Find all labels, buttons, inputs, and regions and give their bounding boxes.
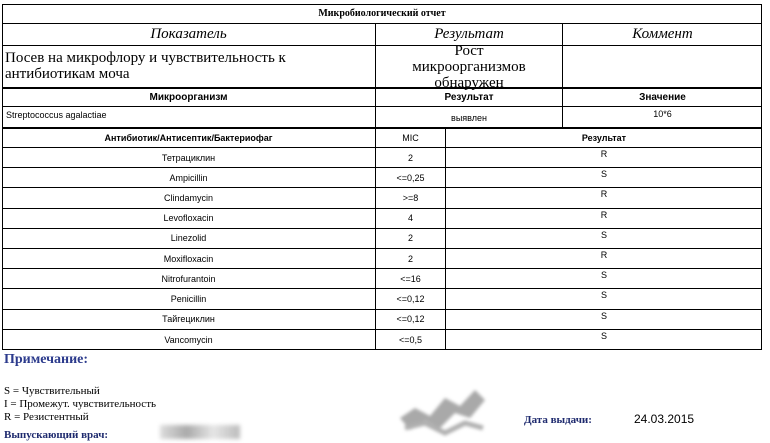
antibiotic-mic: 2 [376,148,446,168]
antibiotic-name: Clindamycin [2,188,376,208]
doctor-label: Выпускающий врач: [4,429,109,441]
antibiotic-mic: >=8 [376,188,446,208]
antibiotic-name: Moxifloxacin [2,249,376,269]
header-comment: Коммент [563,24,762,46]
mic-header: MIC [376,128,446,148]
antibiotic-mic: <=0,12 [376,289,446,309]
redacted-stamp [395,378,490,438]
antibiotic-name: Levofloxacin [2,209,376,229]
note-title: Примечание: [4,352,89,367]
test-name: Посев на микрофлору и чувствительность к антибиотикам моча [2,46,376,88]
antibiotic-name: Тайгециклин [2,310,376,330]
organism-value: 10*6 [653,109,672,119]
legend-s: S = Чувствительный [4,385,100,397]
antibiotic-result: R [446,209,762,229]
antibiotic-result: S [446,289,762,309]
header-indicator: Показатель [2,24,376,46]
antibiotic-header: Антибиотик/Антисептик/Бактериофаг [2,128,376,148]
antibiotic-mic: 2 [376,249,446,269]
sensitivity-header: Результат [446,128,762,148]
antibiotic-result: S [446,269,762,289]
organism-name: Streptococcus agalactiae [2,107,376,128]
issue-date: 24.03.2015 [634,412,695,426]
antibiotic-result: S [446,310,762,330]
organism-result-header: Результат [376,88,563,107]
legend-i: I = Промежут. чувствительность [4,398,157,410]
antibiotic-name: Linezolid [2,229,376,249]
report-title: Микробиологический отчет [2,4,762,24]
antibiotic-name: Ampicillin [2,168,376,188]
antibiotic-mic: <=0,12 [376,310,446,330]
antibiotic-mic: 2 [376,229,446,249]
redacted-signature [160,425,240,439]
antibiotic-mic: <=0,25 [376,168,446,188]
antibiotic-result: R [446,148,762,168]
antibiotic-name: Penicillin [2,289,376,309]
issue-date-label: Дата выдачи: [524,414,592,426]
antibiotic-mic: <=0,5 [376,330,446,350]
organism-result: выявлен [376,107,563,128]
test-result: Рост микроорганизмов обнаружен [376,46,563,88]
test-comment [563,46,762,88]
antibiotic-name: Nitrofurantoin [2,269,376,289]
antibiotic-mic: <=16 [376,269,446,289]
antibiotic-result: S [446,229,762,249]
organism-value-header: Значение [563,88,762,107]
legend-r: R = Резистентный [4,411,89,423]
organism-header: Микроорганизм [2,88,376,107]
antibiotic-result: S [600,330,607,341]
header-result: Результат [376,24,563,46]
legend [4,385,156,424]
antibiotic-name: Vancomycin [2,330,376,350]
antibiotic-mic: 4 [376,209,446,229]
antibiotic-name: Тетрациклин [2,148,376,168]
antibiotic-result: R [446,188,762,208]
antibiotic-result: R [446,249,762,269]
antibiotic-result: S [446,168,762,188]
